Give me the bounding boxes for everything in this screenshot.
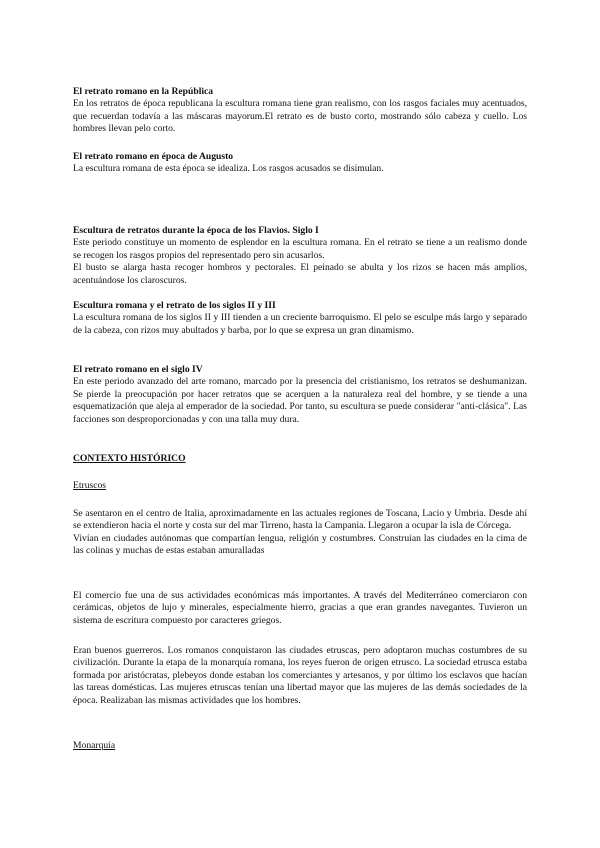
etruscos-paragraph-3 xyxy=(73,590,527,627)
section-siglos-2-3 xyxy=(73,300,527,337)
section-title: El retrato romano en el siglo IV xyxy=(73,364,203,375)
section-title: Escultura romana y el retrato de los siglos II y III xyxy=(73,300,276,311)
section-siglo-4 xyxy=(73,364,527,426)
subsection-title: Monarquía xyxy=(73,740,116,751)
section-title: CONTEXTO HISTÓRICO xyxy=(73,453,186,464)
section-title: El retrato romano en la República xyxy=(73,86,214,97)
paragraph: El busto se alarga hasta recoger hombros y pectorales. El peinado se abulta y los rizos se hacen más amplios, acentuándose los claroscuros. xyxy=(73,262,527,286)
paragraph: En los retratos de época republicana la escultura romana tiene gran realismo, con los rasgos faciales muy acentuados, que recuerdan todavía a las máscaras mayorum.El retrato es de busto corto, mostrando sólo cabeza y cuello. Los hombres llevan pelo corto. xyxy=(73,98,527,135)
paragraph: La escultura romana de los siglos II y III tienden a un creciente barroquismo. El pelo se esculpe más largo y separado de la cabeza, con rizos muy abultados y barba, por lo que se expresa un gran dinamismo. xyxy=(73,312,527,336)
section-etruscos-heading xyxy=(73,480,527,492)
section-republica xyxy=(73,86,527,136)
paragraph: Eran buenos guerreros. Los romanos conquistaron las ciudades etruscas, pero adoptaron muchas costumbres de su civilización. Durante la etapa de la monarquía romana, los reyes fueron de origen etrusco. La sociedad etrusca estaba formada por aristócratas, plebeyos donde estaban los comerciantes y artesanos, y por último los esclavos que hacían las tareas domésticas. Las mujeres etruscas tenían una libertad mayor que las mujeres de las demás sociedades de la época. Realizaban las mismas actividades que los hombres. xyxy=(73,645,527,706)
section-flavios xyxy=(73,225,527,287)
paragraph: Se asentaron en el centro de Italia, aproximadamente en las actuales regiones de Toscana, Lacio y Umbria. Desde ahí se extendieron hacia el norte y costa sur del mar Tirreno, hasta la Campania. Llegaron a ocupar la isla de Córcega. xyxy=(73,508,527,532)
section-title: Escultura de retratos durante la época de los Flavios. Siglo I xyxy=(73,225,319,236)
etruscos-paragraph-1 xyxy=(73,508,527,558)
section-monarquia-heading xyxy=(73,740,527,752)
paragraph: En este periodo avanzado del arte romano, marcado por la presencia del cristianismo, los retratos se deshumanizan. Se pierde la preocupación por hacer retratos que se acerquen a la naturaleza real del hombre, y se tiende a una esquematización que aleja al emperador de la sociedad. Por tanto, su escultura se puede considerar "anti-clásica". Las facciones son desproporcionadas y con una talla muy dura. xyxy=(73,376,527,425)
paragraph: El comercio fue una de sus actividades económicas más importantes. A través del Mediterráneo comerciaron con cerámicas, objetos de lujo y minerales, especialmente hierro, gracias a que eran grandes navegantes. Tuvieron un sistema de escritura compuesto por caracteres griegos. xyxy=(73,590,527,626)
paragraph: Este periodo constituye un momento de esplendor en la escultura romana. En el retrato se tiene a un realismo donde se recogen los rasgos propios del representado pero sin acusarlos. xyxy=(73,237,527,261)
section-title: El retrato romano en época de Augusto xyxy=(73,151,234,162)
paragraph: La escultura romana de esta época se idealiza. Los rasgos acusados se disimulan. xyxy=(73,163,384,175)
section-augusto xyxy=(73,151,527,176)
section-contexto-historico xyxy=(73,453,527,465)
etruscos-paragraph-4 xyxy=(73,645,527,707)
paragraph: Vivían en ciudades autónomas que compartían lengua, religión y costumbres. Construían las ciudades en la cima de las colinas y muchas de estas estaban amuralladas xyxy=(73,532,527,557)
subsection-title: Etruscos xyxy=(73,480,107,491)
